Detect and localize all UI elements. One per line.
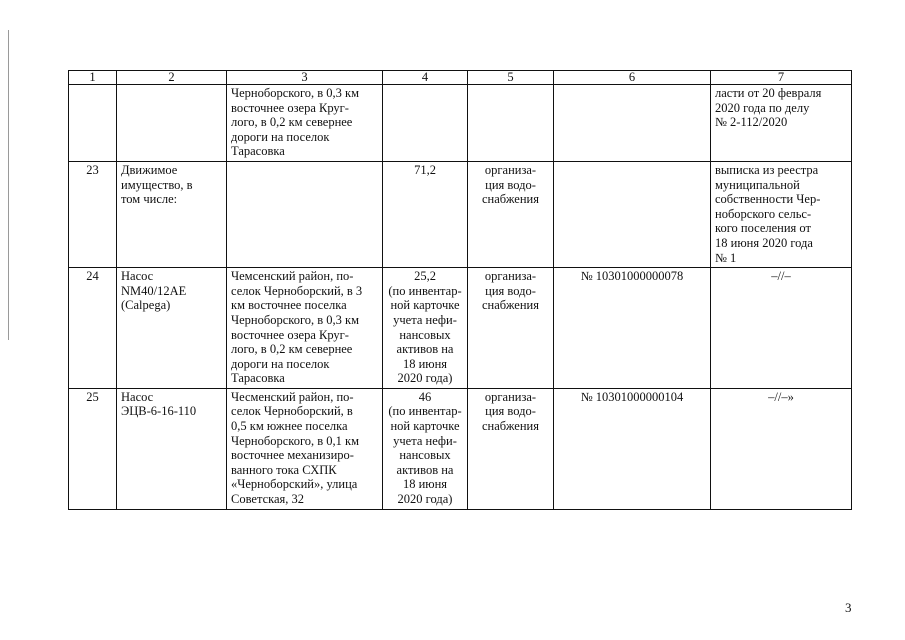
table-row: [69, 161, 852, 267]
column-header: 7: [711, 71, 852, 85]
cell-text-line: нансовых: [399, 327, 451, 342]
cell-text-line: том числе:: [121, 192, 178, 207]
item-name-cell: [117, 388, 227, 509]
cell-text-line: ной карточке: [390, 298, 460, 313]
cell-text: № 10301000000078: [580, 269, 684, 284]
value-cell: [383, 268, 468, 389]
column-header: 4: [383, 71, 468, 85]
table-row: [69, 85, 852, 162]
cell-text-line: ция водо-: [485, 404, 536, 419]
cell-text-line: Черноборского, в 0,1 км: [231, 433, 360, 448]
cell-text-line: снабжения: [482, 298, 539, 313]
cell-text-line: организа-: [484, 162, 537, 177]
cell-text-line: учета нефи-: [393, 433, 457, 448]
cell-text-line: дороги на поселок: [231, 356, 330, 371]
holder-cell: [468, 161, 554, 267]
cell-text: 25: [86, 389, 99, 404]
value-cell: [383, 161, 468, 267]
registry-number-cell: [554, 268, 711, 389]
cell-text-line: 25,2: [414, 269, 436, 284]
location-cell: [227, 268, 383, 389]
cell-text-line: снабжения: [482, 192, 539, 207]
column-header: 5: [468, 71, 554, 85]
column-header: 2: [117, 71, 227, 85]
cell-text-line: 18 июня: [402, 477, 448, 492]
cell-text-line: 46: [418, 389, 432, 404]
registry-number-cell: [554, 388, 711, 509]
cell-text-line: ласти от 20 февраля: [715, 86, 822, 100]
property-table: [68, 70, 852, 510]
cell-text-line: «Черноборский», улица: [231, 477, 358, 492]
cell-text-line: (по инвентар-: [388, 283, 462, 298]
cell-text-line: активов на: [396, 462, 454, 477]
holder-cell: [468, 85, 554, 162]
cell-text-line: № 1: [715, 250, 737, 265]
cell-text-line: кого поселения от: [715, 221, 811, 236]
cell-text: –//–»: [768, 389, 794, 404]
basis-cell: [711, 268, 852, 389]
cell-text-line: ция водо-: [485, 283, 536, 298]
cell-text-line: Чемсенский район, по-: [231, 269, 354, 284]
scan-edge-mark: [8, 30, 9, 340]
cell-text-line: организа-: [484, 389, 537, 404]
cell-text-line: ванного тока СХПК: [231, 462, 337, 477]
cell-text-line: 2020 года по делу: [715, 100, 810, 115]
cell-text-line: (Calpega): [121, 298, 171, 313]
cell-text-line: Чесменский район, по-: [231, 389, 354, 404]
cell-text: 23: [86, 162, 99, 177]
cell-text-line: NM40/12AE: [121, 283, 187, 298]
page-number: 3: [845, 600, 852, 615]
cell-text-line: № 2-112/2020: [715, 115, 788, 130]
cell-text-line: муниципальной: [715, 177, 800, 192]
column-header: 6: [554, 71, 711, 85]
basis-cell: [711, 161, 852, 267]
cell-text-line: активов на: [396, 342, 454, 357]
item-name-cell: [117, 268, 227, 389]
cell-text-line: Советская, 32: [231, 492, 305, 507]
cell-text-line: селок Черноборский, в 3: [231, 283, 363, 298]
location-cell: [227, 388, 383, 509]
cell-text-line: лого, в 0,2 км севернее: [231, 342, 353, 357]
cell-text-line: лого, в 0,2 км севернее: [231, 115, 353, 130]
cell-text-line: ной карточке: [390, 419, 460, 434]
cell-text-line: 71,2: [414, 162, 436, 177]
cell-text: № 10301000000104: [580, 389, 684, 404]
cell-text-line: ноборского сельс-: [715, 206, 812, 221]
basis-cell: [711, 388, 852, 509]
cell-text-line: 2020 года): [397, 492, 453, 507]
cell-text-line: собственности Чер-: [715, 192, 821, 207]
cell-text-line: Тарасовка: [231, 144, 285, 159]
cell-text-line: 18 июня: [402, 356, 448, 371]
cell-text-line: ция водо-: [485, 177, 536, 192]
column-header: 3: [227, 71, 383, 85]
row-number-cell: [69, 388, 117, 509]
cell-text-line: ЭЦВ-6-16-110: [121, 404, 197, 419]
cell-text-line: км восточнее поселка: [231, 298, 347, 313]
cell-text-line: 2020 года): [397, 371, 453, 386]
holder-cell: [468, 388, 554, 509]
row-number-cell: [69, 85, 117, 162]
item-name-cell: [117, 161, 227, 267]
location-cell: [227, 85, 383, 162]
cell-text-line: нансовых: [399, 448, 451, 463]
cell-text-line: Насос: [121, 389, 154, 404]
cell-text-line: восточнее озера Круг-: [231, 100, 349, 115]
cell-text-line: дороги на поселок: [231, 129, 330, 144]
row-number-cell: [69, 161, 117, 267]
cell-text-line: снабжения: [482, 419, 539, 434]
table-header-row: [69, 71, 852, 85]
table-row: [69, 268, 852, 389]
item-name-cell: [117, 85, 227, 162]
value-cell: [383, 388, 468, 509]
cell-text-line: 0,5 км южнее поселка: [231, 419, 348, 434]
cell-text-line: (по инвентар-: [388, 404, 462, 419]
cell-text-line: восточнее озера Круг-: [231, 327, 349, 342]
basis-cell: [711, 85, 852, 162]
cell-text: 24: [86, 269, 99, 284]
holder-cell: [468, 268, 554, 389]
cell-text-line: восточнее механизиро-: [231, 448, 354, 463]
cell-text-line: Движимое: [121, 162, 178, 177]
location-cell: [227, 161, 383, 267]
column-header: 1: [69, 71, 117, 85]
cell-text-line: Черноборского, в 0,3 км: [231, 86, 360, 100]
table-row: [69, 388, 852, 509]
cell-text-line: Насос: [121, 269, 154, 284]
cell-text-line: имущество, в: [121, 177, 193, 192]
cell-text-line: учета нефи-: [393, 312, 457, 327]
cell-text-line: организа-: [484, 269, 537, 284]
registry-number-cell: [554, 85, 711, 162]
cell-text-line: выписка из реестра: [715, 162, 819, 177]
cell-text-line: 18 июня 2020 года: [715, 235, 813, 250]
cell-text-line: Черноборского, в 0,3 км: [231, 312, 360, 327]
value-cell: [383, 85, 468, 162]
row-number-cell: [69, 268, 117, 389]
cell-text-line: селок Черноборский, в: [231, 404, 353, 419]
registry-number-cell: [554, 161, 711, 267]
cell-text-line: Тарасовка: [231, 371, 285, 386]
cell-text: –//–: [771, 269, 791, 284]
